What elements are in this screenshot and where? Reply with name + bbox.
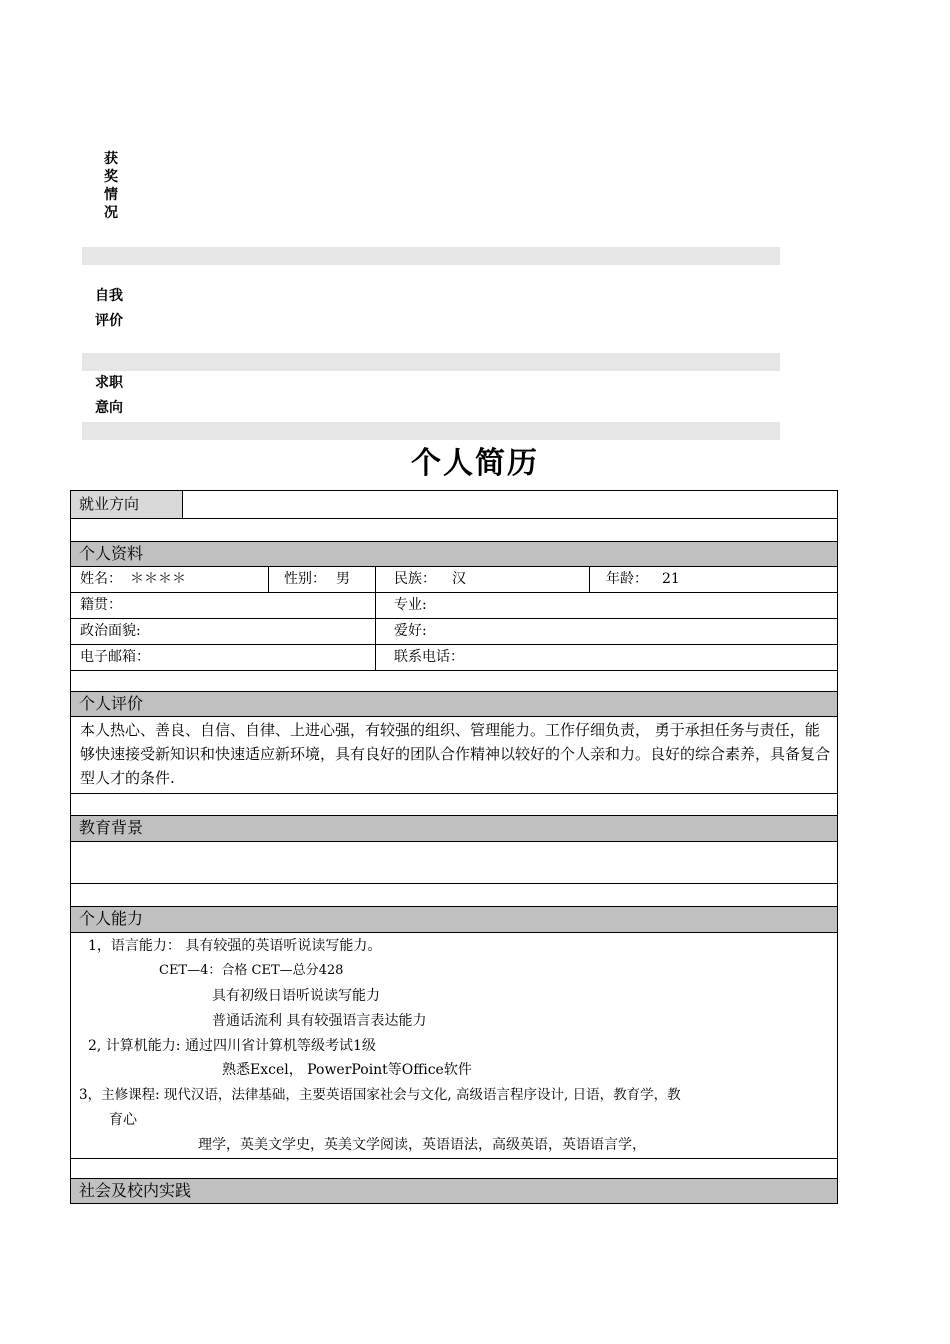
- name-value: ＊＊＊＊: [130, 571, 186, 587]
- abilities-header: 个人能力: [70, 906, 838, 933]
- ability-line: 具有初级日语听说读写能力: [212, 988, 380, 1004]
- section-divider: [82, 247, 780, 265]
- email-label: 电子邮箱：: [80, 649, 150, 665]
- major-field: [375, 592, 838, 619]
- age-value: 21: [662, 571, 680, 587]
- age-label: 年龄：: [606, 571, 648, 587]
- section-divider: [82, 353, 780, 371]
- blank-row: [70, 518, 838, 542]
- job-intent-label-line1: 求职: [95, 375, 123, 391]
- practice-header: 社会及校内实践: [70, 1178, 838, 1204]
- hobby-field: [375, 618, 838, 645]
- job-intent-label-line2: 意向: [95, 400, 123, 416]
- phone-field: [375, 644, 838, 671]
- blank-row: [70, 1158, 838, 1179]
- ability-line: 普通话流利 具有较强语言表达能力: [212, 1013, 427, 1029]
- abilities-content: [70, 932, 838, 1159]
- political-field: [70, 618, 376, 645]
- political-label: 政治面貌:: [80, 623, 141, 639]
- gender-value: 男: [336, 571, 350, 587]
- email-field: [70, 644, 376, 671]
- name-field: [70, 566, 269, 593]
- blank-row: [70, 883, 838, 907]
- self-evaluation-text: 本人热心、善良、自信、自律、上进心强，有较强的组织、管理能力。工作仔细负责， 勇于承担任务与责任，能够快速接受新知识和快速适应新环境，具有良好的团队合作精神以较好的个人亲和力。良好的综合素养，具备复合型人才的条件.: [70, 716, 838, 794]
- gender-field: [268, 566, 376, 593]
- name-label: 姓名：: [80, 571, 122, 587]
- hometown-field: [70, 592, 376, 619]
- personal-info-header: 个人资料: [70, 541, 838, 567]
- page-title: 个人简历: [411, 446, 539, 481]
- gender-label: 性别：: [284, 571, 326, 587]
- self-eval-label-line2: 评价: [95, 313, 123, 329]
- hobby-label: 爱好:: [394, 623, 427, 639]
- education-header: 教育背景: [70, 815, 838, 842]
- section-divider: [82, 422, 780, 440]
- employment-direction-label: 就业方向: [70, 490, 183, 519]
- ability-line: CET—4：合格 CET—总分428: [159, 963, 344, 978]
- ethnicity-label: 民族：: [394, 571, 436, 587]
- ability-line: 育心: [109, 1112, 137, 1128]
- ability-line: 熟悉Excel， PowerPoint等Office软件: [222, 1062, 472, 1078]
- self-eval-label: [95, 284, 123, 334]
- education-content: [70, 841, 838, 884]
- self-evaluation-header: 个人评价: [70, 691, 838, 717]
- ethnicity-field: [375, 566, 590, 593]
- ability-line: 2, 计算机能力: 通过四川省计算机等级考试1级: [88, 1038, 376, 1054]
- age-field: [589, 566, 838, 593]
- ability-line: 理学，英美文学史，英美文学阅读，英语语法，高级英语，英语语言学，: [198, 1137, 646, 1153]
- self-eval-label-line1: 自我: [95, 288, 123, 304]
- phone-label: 联系电话：: [394, 649, 464, 665]
- employment-direction-value: [182, 490, 838, 519]
- ethnicity-value: 汉: [452, 571, 466, 587]
- blank-row: [70, 670, 838, 692]
- award-label: 获奖情况: [104, 151, 118, 221]
- ability-line: 3，主修课程: 现代汉语，法律基础，主要英语国家社会与文化, 高级语言程序设计, 日语，教育学，教: [79, 1087, 681, 1103]
- job-intent-label: [95, 371, 123, 421]
- major-label: 专业:: [394, 597, 427, 613]
- hometown-label: 籍贯：: [80, 597, 122, 613]
- ability-line: 1，语言能力： 具有较强的英语听说读写能力。: [88, 938, 382, 954]
- blank-row: [70, 793, 838, 816]
